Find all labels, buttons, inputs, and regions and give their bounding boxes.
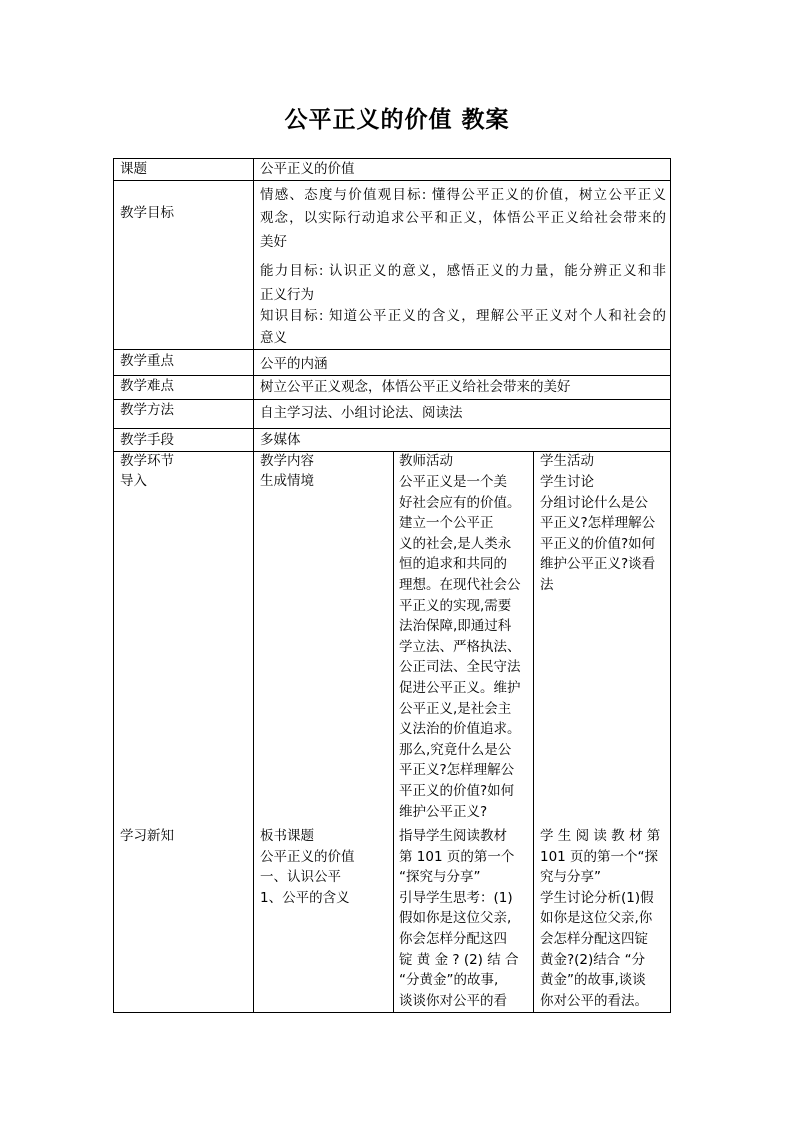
text-line: 维护公平正义?谈看: [540, 556, 656, 573]
text-line: 101 页的第一个“探: [540, 848, 659, 865]
text-line: 1、公平的含义: [260, 889, 350, 906]
text-line: 平正义的价值?如何: [399, 782, 515, 799]
text-line: 如你是这位父亲,你: [540, 910, 653, 927]
table-column-divider: [393, 451, 394, 1013]
text-line: 板书课题: [260, 828, 314, 844]
text-line: 公平正义,是社会主: [399, 700, 512, 717]
text-line: 学 生 阅 读 教 材 第: [540, 828, 661, 844]
row-label-topic: 课题: [120, 161, 147, 177]
teacher-activity-new: [399, 826, 533, 1011]
header-student: 学生活动: [540, 453, 594, 469]
row-label-key-point: 教学重点: [120, 353, 174, 369]
stage-new-knowledge: 学习新知: [120, 828, 174, 844]
text-line: 学立法、严格执法、: [399, 638, 521, 655]
text-line: 好社会应有的价值。: [399, 494, 521, 511]
text-line: 学生讨论: [540, 474, 594, 490]
text-line: 黄金”的故事,谈谈: [540, 972, 646, 989]
table-border-left: [113, 158, 114, 1013]
text-line: 建立一个公平正: [399, 515, 494, 532]
text-line: 法: [540, 576, 554, 593]
header-stage: 教学环节: [120, 453, 174, 469]
text-line: 公正司法、全民守法: [399, 659, 521, 676]
text-line: 公平正义是一个美: [399, 474, 507, 490]
text-line: “分黄金”的故事,: [399, 972, 499, 989]
objective-line: 意义: [260, 330, 287, 346]
objective-line: 知识目标: 知道公平正义的含义，理解公平正义对个人和社会的: [260, 308, 666, 324]
table-border-bottom: [113, 1012, 671, 1013]
difficulty-value: 树立公平正义观念，体悟公平正义给社会带来的美好: [260, 379, 571, 395]
student-activity-intro: [540, 472, 668, 596]
row-label-means: 教学手段: [120, 432, 174, 448]
table-divider: [113, 399, 671, 400]
method-value: 自主学习法、小组讨论法、阅读法: [260, 405, 463, 421]
table-divider: [113, 180, 671, 181]
text-line: 谈谈你对公平的看: [399, 992, 507, 1009]
row-label-objectives: 教学目标: [120, 205, 174, 221]
text-line: 黄金?(2)结合 “分: [540, 951, 646, 968]
table-border-top: [113, 158, 671, 159]
text-line: “探究与分享”: [399, 869, 481, 886]
table-column-divider: [253, 158, 254, 1013]
text-line: 那么,究竟什么是公: [399, 741, 512, 758]
table-divider: [113, 349, 671, 350]
text-line: 平正义?怎样理解公: [399, 762, 515, 779]
table-border-right: [670, 158, 671, 1013]
teacher-activity-intro: [399, 472, 533, 822]
text-line: 引导学生思考：(1): [399, 889, 513, 906]
objective-line: 正义行为: [260, 287, 314, 303]
means-value: 多媒体: [260, 432, 301, 448]
row-label-method: 教学方法: [120, 402, 174, 418]
text-line: 平正义的价值?如何: [540, 535, 656, 552]
text-line: 平正义?怎样理解公: [540, 515, 656, 532]
table-divider: [113, 428, 671, 429]
topic-value: 公平正义的价值: [260, 161, 355, 177]
objective-line: 能力目标: 认识正义的意义，感悟正义的力量，能分辨正义和非: [260, 263, 666, 279]
text-line: 促进公平正义。维护: [399, 679, 521, 696]
text-line: 义的社会,是人类永: [399, 535, 512, 552]
text-line: 平正义的实现,需要: [399, 597, 512, 614]
content-intro: 生成情境: [260, 473, 314, 489]
text-line: 锭 黄 金 ? (2) 结 合: [399, 951, 519, 968]
text-line: 法治保障,即通过科: [399, 618, 512, 635]
text-line: 一、认识公平: [260, 869, 341, 886]
header-content: 教学内容: [260, 453, 314, 469]
text-line: 会怎样分配这四锭: [540, 930, 648, 947]
text-line: 第 101 页的第一个: [399, 848, 515, 865]
text-line: 理想。在现代社会公: [399, 576, 521, 593]
text-line: 维护公平正义?: [399, 803, 488, 820]
objective-line: 观念，以实际行动追求公平和正义，体悟公平正义给社会带来的: [260, 210, 666, 226]
key-point-value: 公平的内涵: [260, 356, 328, 372]
table-column-divider: [533, 451, 534, 1013]
text-line: 你对公平的看法。: [540, 992, 648, 1009]
text-line: 究与分享”: [540, 869, 601, 886]
content-new-knowledge: [260, 826, 390, 908]
text-line: 义法治的价值追求。: [399, 721, 521, 738]
text-line: 假如你是这位父亲,: [399, 910, 512, 927]
row-label-difficulty: 教学难点: [120, 378, 174, 394]
text-line: 学生讨论分析(1)假: [540, 889, 654, 906]
table-divider: [113, 375, 671, 376]
text-line: 你会怎样分配这四: [399, 930, 507, 947]
stage-intro: 导入: [120, 473, 147, 489]
objective-line: 情感、态度与价值观目标: 懂得公平正义的价值，树立公平正义: [260, 187, 666, 203]
text-line: 分组讨论什么是公: [540, 494, 648, 511]
text-line: 恒的追求和共同的: [399, 556, 507, 573]
header-teacher: 教师活动: [399, 453, 453, 469]
objective-line: 美好: [260, 234, 287, 250]
text-line: 指导学生阅读教材: [399, 828, 507, 844]
student-activity-new: [540, 826, 668, 1011]
page-title: 公平正义的价值 教案: [284, 106, 510, 133]
text-line: 公平正义的价值: [260, 848, 355, 865]
